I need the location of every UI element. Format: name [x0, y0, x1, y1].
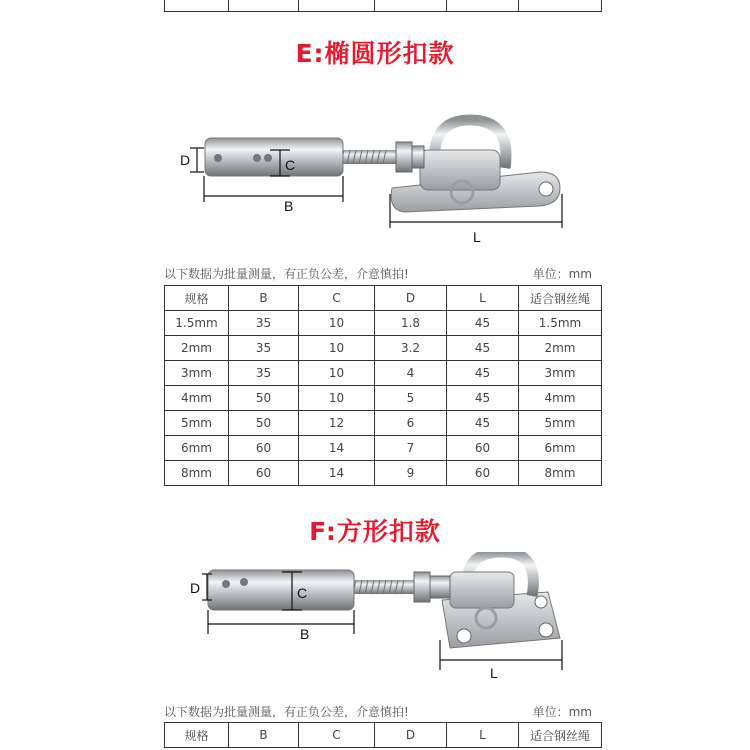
hex-nut — [414, 572, 430, 602]
set-screw — [214, 154, 222, 162]
table-cell: 45 — [447, 311, 519, 336]
hook-bracket — [450, 572, 514, 608]
swage-barrel — [205, 138, 343, 176]
table-cell: 10 — [299, 311, 375, 336]
table-cell: 60 — [229, 461, 299, 486]
table-cell: 3mm — [165, 361, 229, 386]
plate-hole — [535, 596, 547, 608]
table-row — [165, 411, 602, 436]
table-row — [165, 436, 602, 461]
dim-label-l: L — [490, 665, 498, 681]
table-cell: 1.5mm — [165, 311, 229, 336]
table-row — [165, 311, 602, 336]
col-header-l: L — [447, 723, 519, 748]
col-header-c: C — [299, 286, 375, 311]
table-cell: 50 — [229, 411, 299, 436]
table-header-row — [165, 286, 602, 311]
table-cell: 45 — [447, 386, 519, 411]
table-cell: 35 — [229, 336, 299, 361]
dim-label-d: D — [180, 152, 191, 168]
table-cell: 4mm — [165, 386, 229, 411]
table-cell: 35 — [229, 361, 299, 386]
col-header-d: D — [375, 723, 447, 748]
table-cell: 50 — [229, 386, 299, 411]
table-cell: 4 — [375, 361, 447, 386]
set-screw — [222, 580, 230, 588]
table-cell — [375, 0, 447, 12]
dim-label-b: B — [300, 626, 310, 642]
table-row — [165, 461, 602, 486]
section-e-title: E:椭圆形扣款 — [295, 39, 455, 68]
table-cell — [519, 0, 602, 12]
dim-label-b: B — [284, 198, 294, 214]
col-header-l: L — [447, 286, 519, 311]
table-cell: 45 — [447, 361, 519, 386]
table-cell: 5 — [375, 386, 447, 411]
table-cell: 2mm — [519, 336, 602, 361]
table-cell: 6mm — [519, 436, 602, 461]
table-cell: 8mm — [165, 461, 229, 486]
table-cell — [299, 0, 375, 12]
section-f-title: F:方形扣款 — [309, 517, 441, 546]
table-cell: 1.5mm — [519, 311, 602, 336]
table-cell: 45 — [447, 336, 519, 361]
table-cell: 7 — [375, 436, 447, 461]
table-cell: 2mm — [165, 336, 229, 361]
dim-label-l: L — [473, 229, 481, 245]
table-cell: 5mm — [165, 411, 229, 436]
col-header-wire-rope: 适合钢丝绳 — [519, 286, 602, 311]
top-table-fragment — [164, 0, 602, 12]
dim-label-c: C — [285, 157, 296, 173]
table-cell: 5mm — [519, 411, 602, 436]
table-cell: 12 — [299, 411, 375, 436]
table-cell: 3mm — [519, 361, 602, 386]
dim-label-c: C — [297, 585, 308, 601]
table-cell: 4mm — [519, 386, 602, 411]
section-f-note: 以下数据为批量测量，有正负公差，介意慎拍! — [164, 705, 409, 719]
table-cell: 14 — [299, 461, 375, 486]
col-header-d: D — [375, 286, 447, 311]
table-row — [165, 336, 602, 361]
hex-nut — [396, 142, 412, 172]
table-cell: 10 — [299, 361, 375, 386]
table-cell — [165, 0, 229, 12]
table-cell: 10 — [299, 386, 375, 411]
table-cell — [229, 0, 299, 12]
table-cell: 1.8 — [375, 311, 447, 336]
col-header-c: C — [299, 723, 375, 748]
col-header-wire-rope: 适合钢丝绳 — [519, 723, 602, 748]
col-header-spec: 规格 — [165, 723, 229, 748]
section-e-note: 以下数据为批量测量，有正负公差，介意慎拍! — [164, 267, 409, 281]
table-cell — [447, 0, 519, 12]
section-f-spec-table — [164, 722, 602, 748]
section-f-unit: 单位：mm — [532, 705, 592, 719]
section-e-spec-table — [164, 285, 602, 486]
section-e-unit: 单位：mm — [532, 267, 592, 281]
table-row — [165, 361, 602, 386]
square-hook-product-photo — [0, 552, 750, 688]
hook-bracket — [420, 150, 500, 190]
table-header-row — [165, 723, 602, 748]
table-cell: 8mm — [519, 461, 602, 486]
table-cell: 14 — [299, 436, 375, 461]
dim-label-d: D — [190, 580, 201, 596]
col-header-spec: 规格 — [165, 286, 229, 311]
plate-hole — [457, 629, 471, 643]
table-cell: 6mm — [165, 436, 229, 461]
table-cell: 60 — [447, 436, 519, 461]
col-header-b: B — [229, 723, 299, 748]
plate-hole — [539, 623, 553, 637]
table-row — [165, 386, 602, 411]
table-row — [165, 0, 602, 12]
oval-hook-product-photo — [0, 110, 750, 250]
swage-barrel — [208, 570, 354, 610]
table-cell: 35 — [229, 311, 299, 336]
table-cell: 9 — [375, 461, 447, 486]
col-header-b: B — [229, 286, 299, 311]
table-cell: 10 — [299, 336, 375, 361]
table-cell: 6 — [375, 411, 447, 436]
table-cell: 60 — [447, 461, 519, 486]
plate-hole — [539, 182, 553, 196]
table-cell: 60 — [229, 436, 299, 461]
table-cell: 45 — [447, 411, 519, 436]
table-cell: 3.2 — [375, 336, 447, 361]
